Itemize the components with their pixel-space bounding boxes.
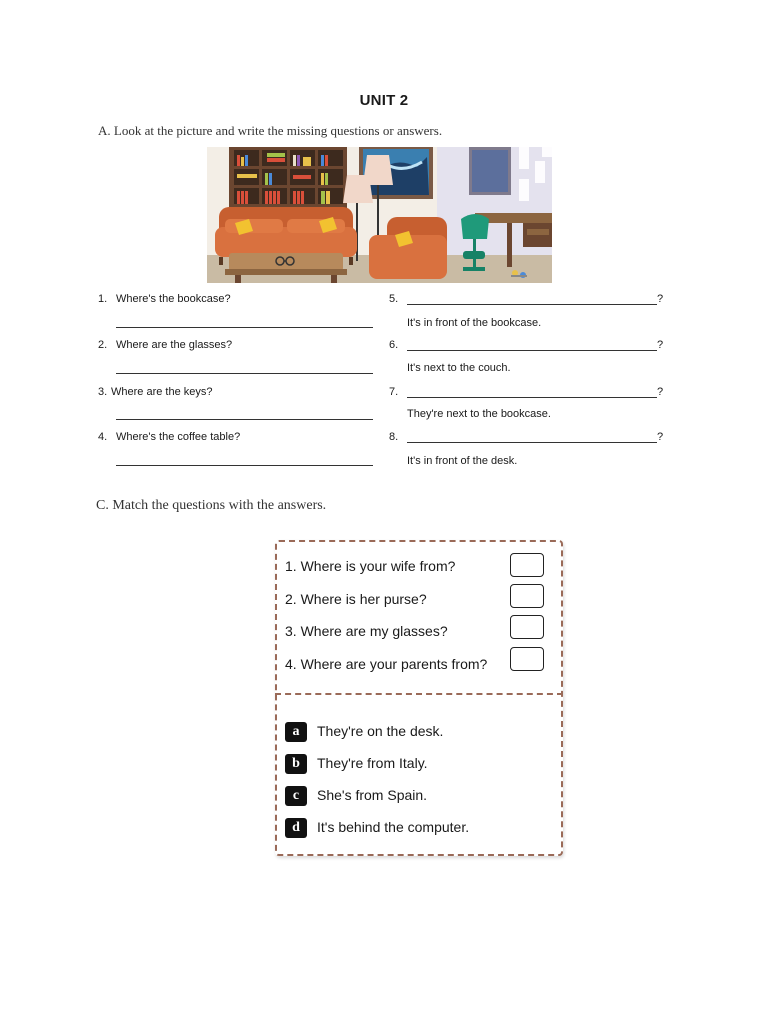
question-mark: ? — [657, 339, 664, 351]
answer-line-1[interactable] — [116, 327, 373, 328]
page-title: UNIT 2 — [359, 92, 409, 109]
match-question-3: 3. Where are my glasses? — [285, 623, 448, 639]
letter-badge-d: d — [285, 818, 307, 838]
letter-badge-a: a — [285, 722, 307, 742]
match-question-2: 2. Where is her purse? — [285, 591, 427, 607]
letter-badge-b: b — [285, 754, 307, 774]
match-answer-b: They're from Italy. — [317, 755, 428, 771]
question-line-8[interactable] — [407, 442, 657, 443]
letter-badge-c: c — [285, 786, 307, 806]
answer-box-4[interactable] — [510, 647, 544, 671]
item-number: 4. — [98, 431, 108, 443]
item-number: 2. — [98, 339, 108, 351]
question-mark: ? — [657, 431, 664, 443]
section-c-instruction: C. Match the questions with the answers. — [96, 498, 327, 513]
item-number: 3. — [98, 386, 108, 398]
living-room-illustration — [207, 147, 552, 283]
question-2: Where are the glasses? — [116, 339, 233, 351]
answer-box-1[interactable] — [510, 553, 544, 577]
match-answer-a: They're on the desk. — [317, 723, 444, 739]
question-4: Where's the coffee table? — [116, 431, 241, 443]
question-1: Where's the bookcase? — [116, 293, 231, 305]
section-a-instruction: A. Look at the picture and write the missing questions or answers. — [98, 123, 443, 138]
match-question-4: 4. Where are your parents from? — [285, 656, 488, 672]
matching-divider — [275, 693, 563, 695]
question-mark: ? — [657, 293, 664, 305]
answer-6: It's next to the couch. — [407, 362, 511, 374]
question-3: Where are the keys? — [111, 386, 213, 398]
match-answer-c: She's from Spain. — [317, 787, 428, 803]
answer-line-3[interactable] — [116, 419, 373, 420]
answer-line-2[interactable] — [116, 373, 373, 374]
question-line-5[interactable] — [407, 304, 657, 305]
answer-line-4[interactable] — [116, 465, 373, 466]
question-line-7[interactable] — [407, 397, 657, 398]
question-mark: ? — [657, 386, 664, 398]
item-number: 8. — [389, 431, 399, 443]
item-number: 6. — [389, 339, 399, 351]
answer-box-3[interactable] — [510, 615, 544, 639]
item-number: 7. — [389, 386, 399, 398]
item-number: 5. — [389, 293, 399, 305]
answer-box-2[interactable] — [510, 584, 544, 608]
match-question-1: 1. Where is your wife from? — [285, 558, 456, 574]
answer-8: It's in front of the desk. — [407, 455, 518, 467]
answer-5: It's in front of the bookcase. — [407, 317, 542, 329]
item-number: 1. — [98, 293, 108, 305]
match-answer-d: It's behind the computer. — [317, 819, 470, 835]
question-line-6[interactable] — [407, 350, 657, 351]
answer-7: They're next to the bookcase. — [407, 408, 551, 420]
